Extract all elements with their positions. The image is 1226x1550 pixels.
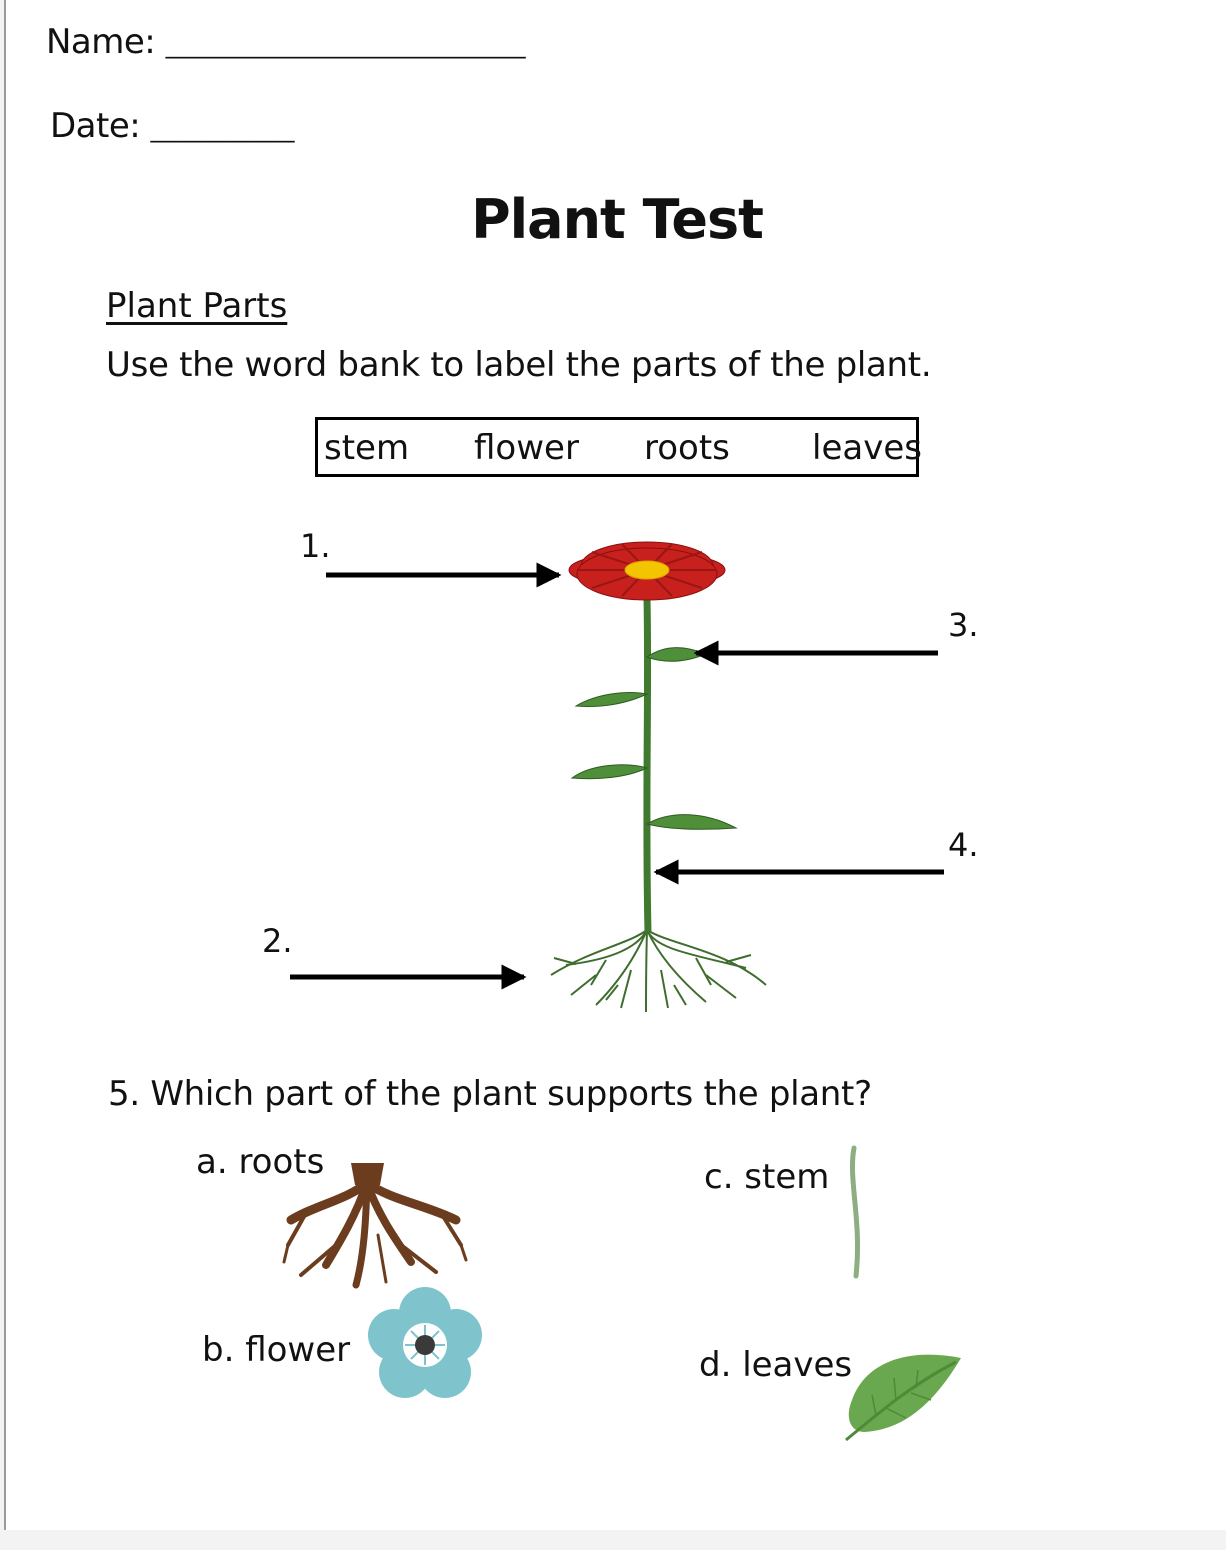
option-d-leaves[interactable]: d. leaves [699,1345,853,1385]
plant-stem [647,598,648,932]
option-b-flower[interactable]: b. flower [202,1330,351,1370]
word-bank-item-leaves: leaves [812,428,922,468]
name-label: Name: [46,22,156,62]
name-line[interactable]: ______________________________ [165,31,526,59]
word-bank-item-roots: roots [644,428,730,468]
word-bank-item-flower: flower [474,428,579,468]
option-c-stem[interactable]: c. stem [704,1157,830,1197]
label-number-1: 1. [300,527,331,565]
leaf-icon [846,1355,961,1440]
label-number-4: 4. [948,826,979,864]
option-a-roots[interactable]: a. roots [196,1142,325,1182]
label-number-3: 3. [948,606,979,644]
date-line[interactable]: ____________ [150,115,295,143]
red-flower [569,542,725,600]
word-bank-item-stem: stem [324,428,410,468]
plant-diagram [6,0,1226,1530]
section-heading: Plant Parts [106,286,288,326]
blue-flower-icon [368,1287,482,1398]
plant-leaves [572,648,736,830]
page-title: Plant Test [471,188,763,251]
worksheet-page [4,0,1226,1530]
question-5-text: 5. Which part of the plant supports the plant? [108,1074,872,1114]
instruction-text: Use the word bank to label the parts of the plant. [106,345,932,385]
stem-icon [852,1148,857,1276]
label-number-2: 2. [262,922,293,960]
plant-roots [551,930,766,1012]
date-label: Date: [50,106,141,146]
